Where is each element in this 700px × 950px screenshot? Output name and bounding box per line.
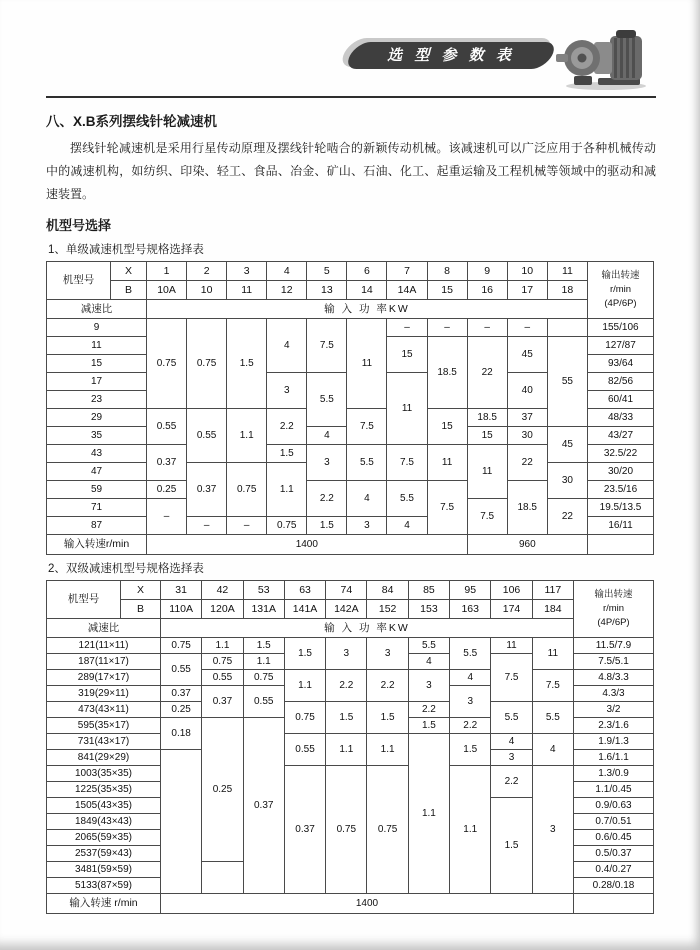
ratio-cell: 289(17×17) (47, 670, 161, 686)
power-cell: 11 (427, 445, 467, 481)
power-cell: 1.1 (284, 670, 325, 702)
power-cell: 1.1 (243, 654, 284, 670)
x-label-cell: X (111, 262, 147, 281)
power-cell: 0.55 (243, 686, 284, 718)
power-cell: 0.25 (161, 702, 202, 718)
b-value-cell: 142A (326, 600, 367, 619)
power-cell: 0.75 (202, 654, 243, 670)
power-cell: 40 (507, 373, 547, 409)
power-cell: 11 (387, 373, 427, 445)
power-cell: 4 (347, 481, 387, 517)
speed-cell: 2.3/1.6 (574, 718, 654, 734)
power-cell: 1.5 (307, 517, 347, 535)
x-value-cell: 84 (367, 581, 408, 600)
power-cell: 7.5 (347, 409, 387, 445)
power-cell: 4 (307, 427, 347, 445)
banner-title: 选 型 参 数 表 (387, 47, 515, 64)
output-speed-header: 输出转速 r/min (4P/6P) (574, 581, 654, 638)
power-cell: 30 (507, 427, 547, 445)
speed-cell: 30/20 (588, 463, 654, 481)
x-value-cell: 9 (467, 262, 507, 281)
ratio-cell: 2537(59×43) (47, 846, 161, 862)
power-cell: 22 (547, 499, 587, 535)
ratio-cell: 595(35×17) (47, 718, 161, 734)
power-cell: 11 (491, 638, 532, 654)
b-value-cell: 153 (408, 600, 449, 619)
power-cell: 4 (450, 670, 491, 686)
power-cell: 0.55 (202, 670, 243, 686)
power-cell: 0.75 (147, 319, 187, 409)
x-value-cell: 74 (326, 581, 367, 600)
x-value-cell: 42 (202, 581, 243, 600)
ratio-cell: 43 (47, 445, 147, 463)
power-cell: 5.5 (408, 638, 449, 654)
speed-cell: 1.9/1.3 (574, 734, 654, 750)
b-value-cell: 13 (307, 281, 347, 300)
ratio-cell: 1849(43×43) (47, 814, 161, 830)
b-value-cell: 11 (227, 281, 267, 300)
speed-cell: 60/41 (588, 391, 654, 409)
two-stage-table-container (46, 580, 656, 914)
power-cell: 1.5 (227, 319, 267, 409)
power-cell: 4 (491, 734, 532, 750)
b-value-cell: 152 (367, 600, 408, 619)
power-cell: – (227, 517, 267, 535)
ratio-cell: 29 (47, 409, 147, 427)
b-value-cell: 10 (187, 281, 227, 300)
power-header-cell: 输 入 功 率KW (147, 300, 588, 319)
input-speed-value: 1400 (147, 535, 468, 555)
power-cell: 18.5 (507, 481, 547, 535)
ratio-cell: 121(11×11) (47, 638, 161, 654)
power-cell: 3 (347, 517, 387, 535)
b-value-cell: 15 (427, 281, 467, 300)
input-speed-value: 960 (467, 535, 587, 555)
footer-output-cell (574, 894, 654, 914)
table1-caption: 1、单级减速机型号规格选择表 (48, 244, 204, 256)
input-speed-label: 输入转速r/min (47, 535, 147, 555)
speed-cell: 93/64 (588, 355, 654, 373)
power-cell: 5.5 (347, 445, 387, 481)
x-value-cell: 2 (187, 262, 227, 281)
power-cell: 0.55 (147, 409, 187, 445)
power-cell: 15 (387, 337, 427, 373)
b-value-cell: 120A (202, 600, 243, 619)
ratio-cell: 47 (47, 463, 147, 481)
power-cell: 0.55 (161, 654, 202, 686)
power-cell: 5.5 (387, 481, 427, 517)
speed-cell: 155/106 (588, 319, 654, 337)
x-value-cell: 95 (450, 581, 491, 600)
page-header (46, 34, 656, 96)
input-speed-value: 1400 (161, 894, 574, 914)
speed-cell: 3/2 (574, 702, 654, 718)
speed-cell: 0.5/0.37 (574, 846, 654, 862)
ratio-cell: 87 (47, 517, 147, 535)
power-cell: – (147, 499, 187, 535)
power-cell: 45 (547, 427, 587, 463)
model-header-cell: 机型号 (47, 262, 111, 300)
ratio-cell: 1003(35×35) (47, 766, 161, 782)
b-value-cell: 10A (147, 281, 187, 300)
power-cell: 1.1 (227, 409, 267, 463)
ratio-cell: 59 (47, 481, 147, 499)
power-cell (547, 319, 587, 337)
speed-cell: 82/56 (588, 373, 654, 391)
speed-cell: 19.5/13.5 (588, 499, 654, 517)
intro-paragraph: 摆线针轮减速机是采用行星传动原理及摆线针轮啮合的新颖传动机械。该减速机可以广泛应用于各种机械传动中的减速机构，如纺织、印染、轻工、食品、冶金、矿山、石油、化工、起重运输及工程机械等领域中的驱动和减速装置。 (46, 141, 656, 201)
power-cell: 0.75 (284, 702, 325, 734)
footer-output-cell (588, 535, 654, 555)
x-value-cell: 63 (284, 581, 325, 600)
speed-cell: 0.28/0.18 (574, 878, 654, 894)
power-cell: 2.2 (267, 409, 307, 445)
speed-cell: 0.6/0.45 (574, 830, 654, 846)
x-value-cell: 10 (507, 262, 547, 281)
speed-cell: 4.3/3 (574, 686, 654, 702)
b-value-cell: 16 (467, 281, 507, 300)
power-cell: 5.5 (532, 702, 573, 734)
ratio-cell: 187(11×17) (47, 654, 161, 670)
power-cell: 2.2 (326, 670, 367, 702)
speed-cell: 48/33 (588, 409, 654, 427)
power-cell: 7.5 (491, 654, 532, 702)
ratio-cell: 1505(43×35) (47, 798, 161, 814)
power-cell: 1.5 (326, 702, 367, 734)
power-cell: 3 (267, 373, 307, 409)
power-cell: 0.75 (187, 319, 227, 409)
speed-cell: 7.5/5.1 (574, 654, 654, 670)
x-value-cell: 4 (267, 262, 307, 281)
power-cell: 0.75 (243, 670, 284, 686)
ratio-header-cell: 减速比 (47, 300, 147, 319)
speed-cell: 1.6/1.1 (574, 750, 654, 766)
power-cell: 0.75 (227, 463, 267, 517)
power-cell: 4 (408, 654, 449, 670)
single-stage-table (46, 261, 654, 555)
x-value-cell: 8 (427, 262, 467, 281)
b-label-cell: B (121, 600, 161, 619)
power-cell: 3 (450, 686, 491, 718)
x-value-cell: 11 (547, 262, 587, 281)
power-cell: – (507, 319, 547, 337)
ratio-cell: 841(29×29) (47, 750, 161, 766)
ratio-cell: 5133(87×59) (47, 878, 161, 894)
power-cell: 0.25 (202, 718, 243, 862)
power-cell: 22 (507, 445, 547, 481)
power-cell: 30 (547, 463, 587, 499)
b-value-cell: 174 (491, 600, 532, 619)
speed-cell: 127/87 (588, 337, 654, 355)
power-cell: 1.5 (408, 718, 449, 734)
power-cell: 2.2 (408, 702, 449, 718)
power-cell: 1.1 (367, 734, 408, 766)
power-cell: 1.5 (284, 638, 325, 670)
power-cell: 7.5 (307, 319, 347, 373)
ratio-cell: 11 (47, 337, 147, 355)
power-cell: 37 (507, 409, 547, 427)
power-cell: 0.18 (161, 718, 202, 750)
b-value-cell: 12 (267, 281, 307, 300)
power-cell: 2.2 (367, 670, 408, 702)
power-cell: 2.2 (491, 766, 532, 798)
ratio-header-cell: 减速比 (47, 619, 161, 638)
x-value-cell: 85 (408, 581, 449, 600)
section-title: 八、X.B系列摆线针轮减速机 (46, 114, 218, 129)
power-cell: 11 (467, 445, 507, 499)
power-cell: 55 (547, 337, 587, 427)
b-label-cell: B (111, 281, 147, 300)
ratio-cell: 1225(35×35) (47, 782, 161, 798)
ratio-cell: 731(43×17) (47, 734, 161, 750)
power-cell: 2.2 (450, 718, 491, 734)
b-value-cell: 18 (547, 281, 587, 300)
ratio-cell: 15 (47, 355, 147, 373)
ratio-cell: 319(29×11) (47, 686, 161, 702)
power-cell: 1.1 (450, 766, 491, 894)
b-value-cell: 163 (450, 600, 491, 619)
power-cell: 7.5 (427, 481, 467, 535)
power-cell (202, 862, 243, 894)
power-cell: 4 (387, 517, 427, 535)
power-cell: 1.5 (367, 702, 408, 734)
power-cell: 3 (491, 750, 532, 766)
power-cell: 1.5 (267, 445, 307, 463)
power-cell: 1.1 (326, 734, 367, 766)
power-cell: 45 (507, 337, 547, 373)
power-cell: – (387, 319, 427, 337)
power-cell: 5.5 (450, 638, 491, 670)
speed-cell: 1.3/0.9 (574, 766, 654, 782)
power-header-cell: 输 入 功 率KW (161, 619, 574, 638)
power-cell: 0.37 (147, 445, 187, 481)
x-value-cell: 117 (532, 581, 573, 600)
speed-cell: 0.4/0.27 (574, 862, 654, 878)
power-cell: 3 (326, 638, 367, 670)
power-cell: 0.55 (187, 409, 227, 463)
power-cell: 11 (532, 638, 573, 670)
power-cell: 1.5 (491, 798, 532, 894)
power-cell: 0.37 (161, 686, 202, 702)
power-cell: 15 (467, 427, 507, 445)
power-cell: 4 (532, 734, 573, 766)
power-cell: 3 (408, 670, 449, 702)
power-cell: 5.5 (307, 373, 347, 427)
gear-motor-photo (554, 30, 654, 97)
speed-cell: 16/11 (588, 517, 654, 535)
power-cell: 11 (347, 319, 387, 409)
power-cell: 3 (367, 638, 408, 670)
x-value-cell: 5 (307, 262, 347, 281)
speed-cell: 23.5/16 (588, 481, 654, 499)
power-cell: 0.37 (187, 463, 227, 517)
two-stage-table (46, 580, 654, 914)
power-cell: 1.5 (243, 638, 284, 654)
power-cell: 3 (307, 445, 347, 481)
power-cell: 0.37 (284, 766, 325, 894)
output-speed-header: 输出转速 r/min (4P/6P) (588, 262, 654, 319)
b-value-cell: 14 (347, 281, 387, 300)
x-value-cell: 3 (227, 262, 267, 281)
input-speed-label: 输入转速 r/min (47, 894, 161, 914)
table2-caption: 2、双级减速机型号规格选择表 (48, 563, 204, 575)
ratio-cell: 23 (47, 391, 147, 409)
speed-cell: 32.5/22 (588, 445, 654, 463)
power-cell: – (467, 319, 507, 337)
power-cell: – (187, 517, 227, 535)
power-cell: 0.75 (367, 766, 408, 894)
ratio-cell: 35 (47, 427, 147, 445)
power-cell: 3 (532, 766, 573, 894)
power-cell: 0.75 (267, 517, 307, 535)
x-value-cell: 7 (387, 262, 427, 281)
speed-cell: 43/27 (588, 427, 654, 445)
ratio-cell: 17 (47, 373, 147, 391)
b-value-cell: 184 (532, 600, 573, 619)
x-value-cell: 31 (161, 581, 202, 600)
header-banner (343, 42, 559, 69)
b-value-cell: 131A (243, 600, 284, 619)
ratio-cell: 473(43×11) (47, 702, 161, 718)
ratio-cell: 71 (47, 499, 147, 517)
x-label-cell: X (121, 581, 161, 600)
power-cell: 1.1 (408, 734, 449, 894)
speed-cell: 4.8/3.3 (574, 670, 654, 686)
subsection-title: 机型号选择 (46, 218, 112, 233)
x-value-cell: 106 (491, 581, 532, 600)
speed-cell: 1.1/0.45 (574, 782, 654, 798)
power-cell: 4 (267, 319, 307, 373)
power-cell: 18.5 (467, 409, 507, 427)
power-cell: 7.5 (387, 445, 427, 481)
power-cell: – (427, 319, 467, 337)
power-cell (161, 750, 202, 894)
power-cell: 0.75 (161, 638, 202, 654)
single-stage-table-container (46, 261, 656, 555)
power-cell: 15 (427, 409, 467, 445)
ratio-cell: 2065(59×35) (47, 830, 161, 846)
b-value-cell: 17 (507, 281, 547, 300)
power-cell: 1.1 (202, 638, 243, 654)
b-value-cell: 141A (284, 600, 325, 619)
power-cell: 7.5 (467, 499, 507, 535)
model-header-cell: 机型号 (47, 581, 121, 619)
x-value-cell: 1 (147, 262, 187, 281)
power-cell: 5.5 (491, 702, 532, 734)
b-value-cell: 14A (387, 281, 427, 300)
power-cell: 0.75 (326, 766, 367, 894)
power-cell: 0.55 (284, 734, 325, 766)
power-cell: 7.5 (532, 670, 573, 702)
power-cell: 0.37 (243, 718, 284, 894)
power-cell: 18.5 (427, 337, 467, 409)
ratio-cell: 9 (47, 319, 147, 337)
b-value-cell: 110A (161, 600, 202, 619)
speed-cell: 11.5/7.9 (574, 638, 654, 654)
power-cell: 1.5 (450, 734, 491, 766)
x-value-cell: 53 (243, 581, 284, 600)
power-cell: 22 (467, 337, 507, 409)
x-value-cell: 6 (347, 262, 387, 281)
speed-cell: 0.7/0.51 (574, 814, 654, 830)
speed-cell: 0.9/0.63 (574, 798, 654, 814)
power-cell: 1.1 (267, 463, 307, 517)
power-cell: 0.25 (147, 481, 187, 499)
power-cell: 2.2 (307, 481, 347, 517)
ratio-cell: 3481(59×59) (47, 862, 161, 878)
power-cell: 0.37 (202, 686, 243, 718)
